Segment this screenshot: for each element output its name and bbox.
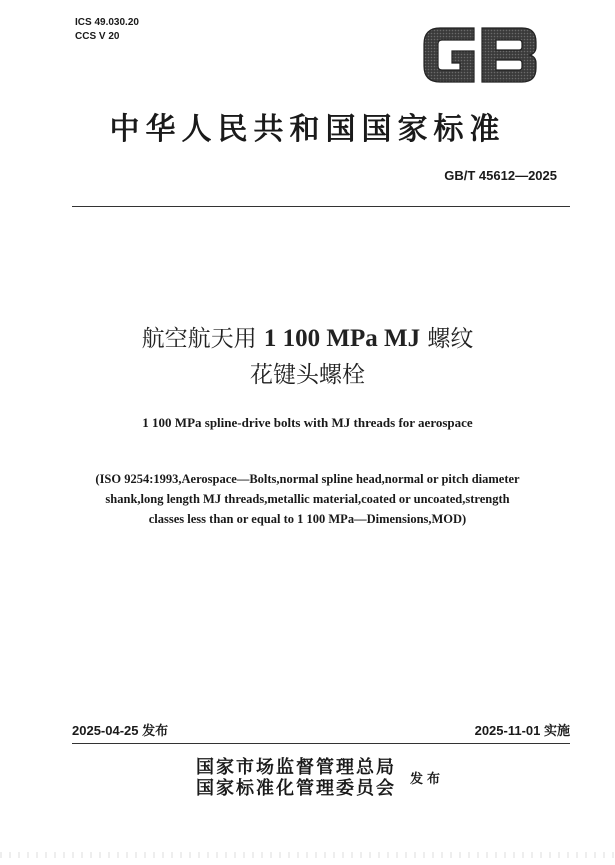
issuer-samr: 国家市场监督管理总局: [196, 757, 396, 778]
issuing-organizations: [196, 757, 396, 799]
ccs-code: CCS V 20: [75, 31, 120, 42]
bottom-divider: [72, 743, 570, 744]
iso-reference-line: shank,long length MJ threads,metallic material,coated or uncoated,strength: [105, 492, 510, 506]
issue-date: 2025-04-25 发布: [72, 723, 169, 738]
classification-codes: [75, 16, 139, 44]
iso-reference: [50, 469, 565, 529]
ics-code: ICS 49.030.20: [75, 17, 139, 28]
iso-reference-line: (ISO 9254:1993,Aerospace—Bolts,normal spline head,normal or pitch diameter: [95, 472, 520, 486]
top-divider: [72, 206, 570, 207]
chinese-title-line-2: 花键头螺栓: [250, 362, 365, 388]
chinese-title-spec: 1 100 MPa MJ: [263, 325, 421, 352]
chinese-title-suffix: 螺纹: [427, 326, 474, 352]
english-title: 1 100 MPa spline-drive bolts with MJ threads for aerospace: [142, 415, 473, 430]
implementation-date: 2025-11-01 实施: [474, 723, 570, 738]
gb-logo: [418, 20, 542, 90]
standard-number: GB/T 45612—2025: [444, 168, 557, 183]
iso-reference-line: classes less than or equal to 1 100 MPa—Dimensions,MOD): [148, 512, 467, 526]
scan-noise: [0, 852, 615, 858]
standard-type-title: 中华人民共和国国家标准: [109, 112, 506, 147]
chinese-title-prefix: 航空航天用: [141, 326, 257, 352]
chinese-title-line-1: [0, 320, 615, 353]
issued-label: 发布: [410, 772, 445, 787]
issuer-sac: 国家标准化管理委员会: [196, 778, 396, 799]
